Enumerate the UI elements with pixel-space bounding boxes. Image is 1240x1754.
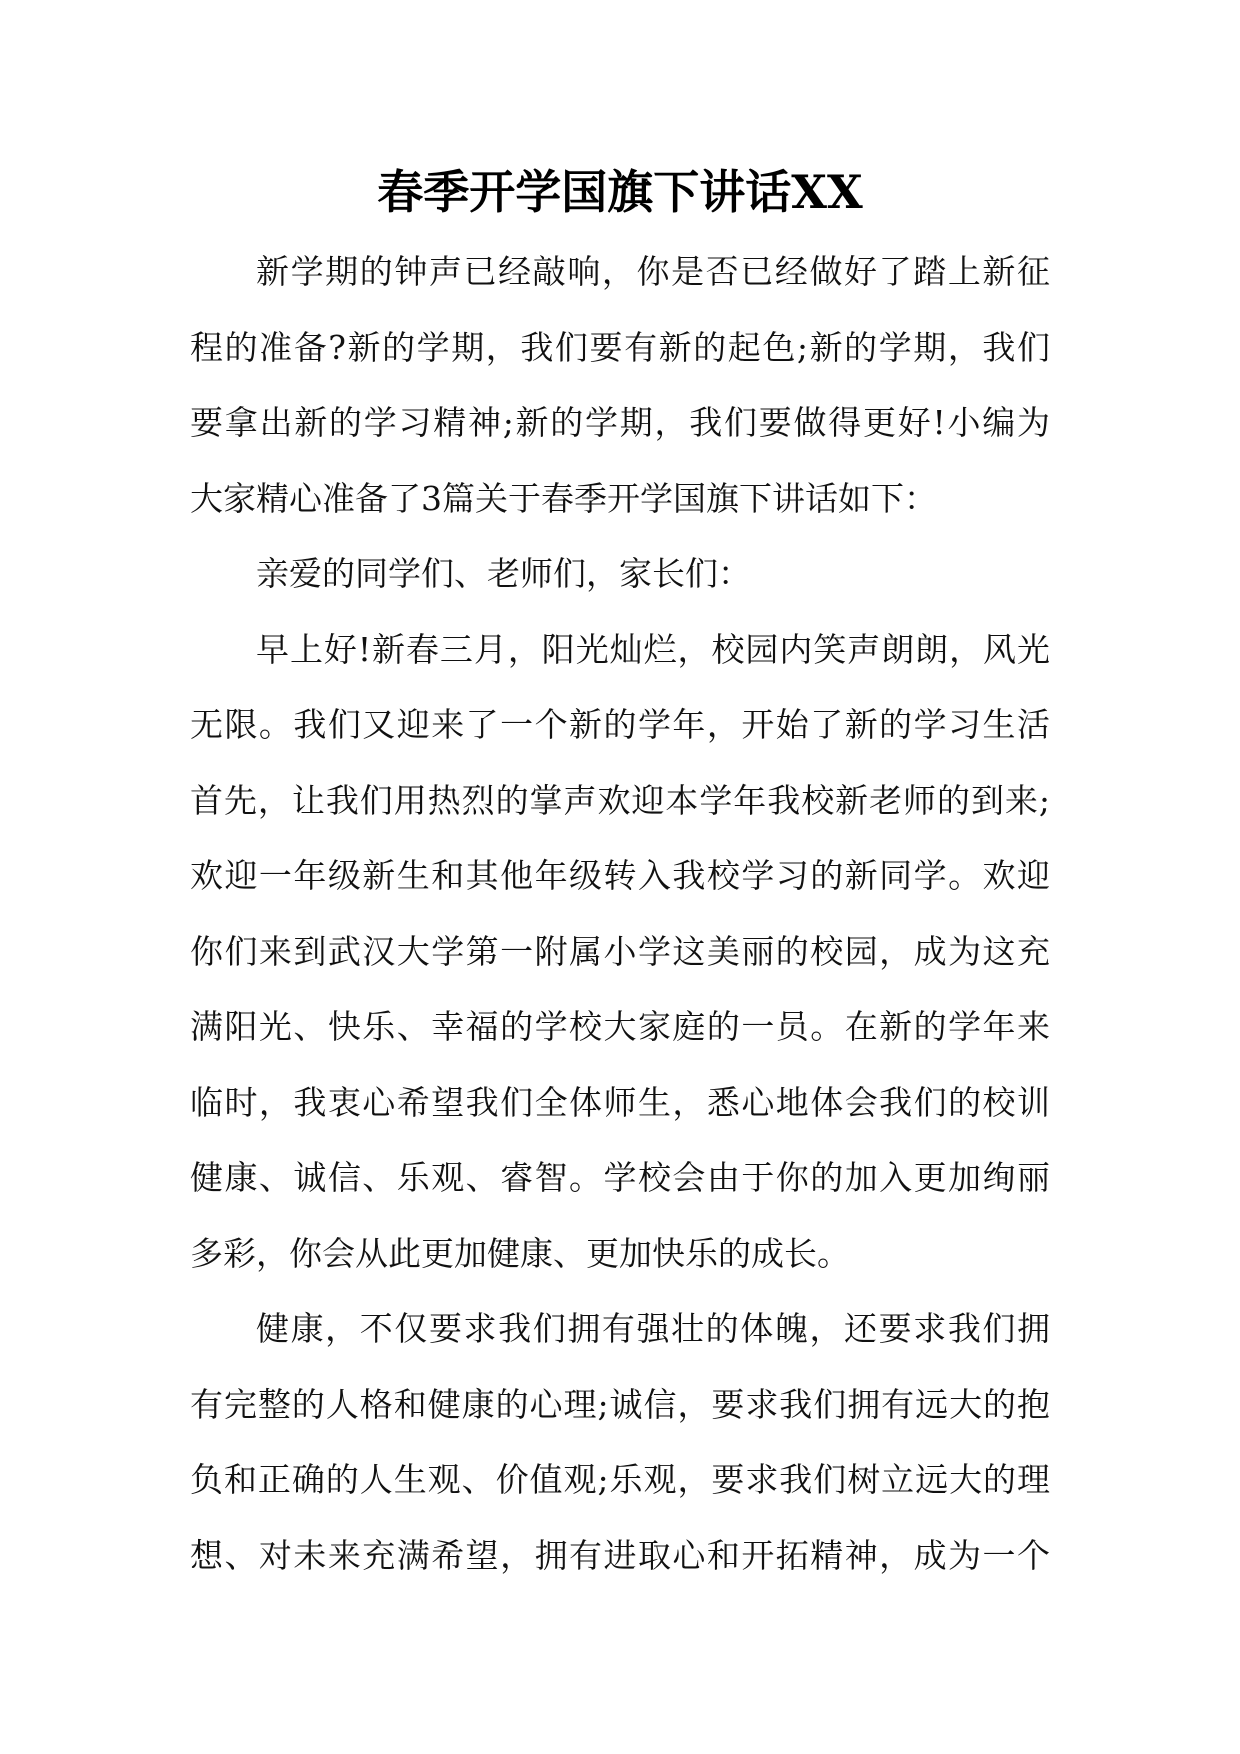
paragraph-line: 大家精心准备了3篇关于春季开学国旗下讲话如下： bbox=[190, 478, 937, 518]
paragraph-line: 程的准备?新的学期，我们要有新的起色;新的学期，我们 bbox=[190, 327, 1050, 367]
paragraph-line: 满阳光、快乐、幸福的学校大家庭的一员。在新的学年来 bbox=[190, 1007, 1050, 1046]
paragraph-line: 负和正确的人生观、价值观;乐观，要求我们树立远大的理 bbox=[190, 1460, 1050, 1499]
paragraph-line: 新学期的钟声已经敲响，你是否已经做好了踏上新征 bbox=[256, 252, 1050, 291]
paragraph-line: 你们来到武汉大学第一附属小学这美丽的校园，成为这充 bbox=[190, 931, 1050, 971]
paragraph-line: 健康，不仅要求我们拥有强壮的体魄，还要求我们拥 bbox=[256, 1309, 1050, 1348]
paragraph-line: 有完整的人格和健康的心理;诚信，要求我们拥有远大的抱 bbox=[190, 1384, 1050, 1424]
paragraph-line: 健康、诚信、乐观、睿智。学校会由于你的加入更加绚丽 bbox=[190, 1158, 1050, 1197]
paragraph-line: 临时，我衷心希望我们全体师生，悉心地体会我们的校训 bbox=[190, 1082, 1050, 1122]
greeting-line: 亲爱的同学们、老师们，家长们： bbox=[256, 554, 751, 593]
paragraph-line: 首先，让我们用热烈的掌声欢迎本学年我校新老师的到来; bbox=[190, 780, 1050, 820]
paragraph-line: 想、对未来充满希望，拥有进取心和开拓精神，成为一个 bbox=[190, 1535, 1050, 1575]
document-title: 春季开学国旗下讲话XX bbox=[377, 165, 863, 219]
document-body bbox=[190, 234, 1050, 1593]
paragraph-line: 早上好!新春三月，阳光灿烂，校园内笑声朗朗，风光 bbox=[256, 629, 1050, 669]
paragraph-line: 欢迎一年级新生和其他年级转入我校学习的新同学。欢迎 bbox=[190, 856, 1050, 895]
paragraph-line: 要拿出新的学习精神;新的学期，我们要做得更好!小编为 bbox=[190, 403, 1050, 442]
paragraph-line: 多彩，你会从此更加健康、更加快乐的成长。 bbox=[190, 1233, 850, 1273]
paragraph-line: 无限。我们又迎来了一个新的学年，开始了新的学习生活 bbox=[190, 705, 1050, 744]
